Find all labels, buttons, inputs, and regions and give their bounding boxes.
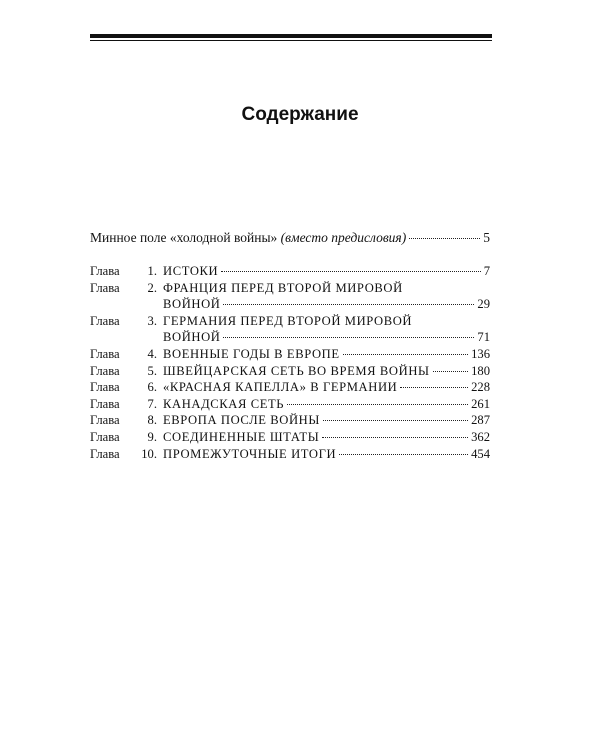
chapter-label: Глава (90, 313, 120, 328)
chapter-title-block (163, 346, 490, 363)
chapter-title-block (163, 313, 490, 346)
chapter-number: 9. (147, 429, 157, 444)
chapter-page-number: 180 (471, 363, 490, 378)
toc-chapter-entry (90, 346, 490, 363)
chapter-number: 4. (147, 346, 157, 361)
chapter-title-line (163, 412, 490, 429)
chapter-title-block (163, 429, 490, 446)
chapter-page-number: 287 (471, 413, 490, 428)
toc-chapter-entry (90, 280, 490, 313)
chapter-title-line (163, 363, 490, 380)
dot-leader (343, 354, 468, 355)
chapter-title-block (163, 263, 490, 280)
chapter-page-number: 29 (477, 297, 490, 312)
dot-leader (287, 404, 468, 405)
chapter-title-block (163, 379, 490, 396)
chapter-title: ШВЕЙЦАРСКАЯ СЕТЬ ВО ВРЕМЯ ВОЙНЫ (163, 363, 430, 378)
intro-italic: (вместо предисловия) (280, 230, 407, 245)
dot-leader (433, 371, 469, 372)
toc-chapter-entry (90, 363, 490, 380)
chapter-title: ИСТОКИ (163, 264, 219, 278)
chapter-page-number: 136 (471, 346, 490, 361)
chapter-number: 7. (147, 396, 157, 411)
chapter-title-line (163, 396, 490, 413)
chapter-page-number: 362 (471, 429, 490, 444)
chapter-title-line (163, 296, 490, 313)
dot-leader (223, 337, 474, 338)
chapter-title-block (163, 412, 490, 429)
toc-chapter-entry (90, 412, 490, 429)
chapter-number: 3. (147, 313, 157, 328)
toc-chapter-entry (90, 379, 490, 396)
chapter-title-line (163, 446, 490, 463)
chapter-title: ВОЕННЫЕ ГОДЫ В ЕВРОПЕ (163, 346, 340, 361)
chapter-page-number: 7 (483, 264, 490, 278)
chapter-title: ПРОМЕЖУТОЧНЫЕ ИТОГИ (163, 446, 337, 461)
dot-leader (323, 420, 468, 421)
chapter-number: 2. (147, 280, 157, 295)
chapter-label: Глава (90, 396, 120, 411)
chapter-page-number: 261 (471, 396, 490, 411)
chapter-number: 1. (147, 264, 157, 278)
header-rule-thin (90, 40, 492, 41)
chapter-title-block (163, 280, 490, 313)
chapter-title-line (163, 280, 490, 297)
dot-leader (223, 304, 474, 305)
chapter-title: ВОЙНОЙ (163, 330, 221, 345)
chapter-label: Глава (90, 346, 120, 361)
chapter-title-line (163, 429, 490, 446)
dot-leader (322, 437, 468, 438)
chapter-title: ВОЙНОЙ (163, 297, 221, 312)
chapter-title: СОЕДИНЕННЫЕ ШТАТЫ (163, 429, 320, 444)
chapter-label: Глава (90, 413, 120, 428)
chapter-number: 6. (147, 380, 157, 395)
chapter-page-number: 454 (471, 446, 490, 461)
page-title: Содержание (241, 104, 359, 125)
chapter-title-line (163, 263, 490, 280)
chapter-label: Глава (90, 363, 120, 378)
chapter-page-number: 228 (471, 380, 490, 395)
toc-chapter-entry (90, 396, 490, 413)
chapter-title-line (163, 329, 490, 346)
header-rule-thick (90, 34, 492, 38)
chapter-label: Глава (90, 446, 120, 461)
chapter-number: 8. (147, 413, 157, 428)
intro-text: Минное поле «холодной войны» (вместо предисловия) (90, 230, 407, 245)
toc-chapter-entry (90, 313, 490, 346)
chapter-title-block (163, 396, 490, 413)
chapter-title: ГЕРМАНИЯ ПЕРЕД ВТОРОЙ МИРОВОЙ (163, 313, 413, 328)
chapter-number: 5. (147, 363, 157, 378)
chapter-label: Глава (90, 280, 120, 295)
toc-chapter-list (90, 263, 490, 462)
chapter-title: «КРАСНАЯ КАПЕЛЛА» В ГЕРМАНИИ (163, 380, 398, 395)
dot-leader (221, 271, 480, 272)
chapter-title-line (163, 346, 490, 363)
chapter-label: Глава (90, 429, 120, 444)
chapter-title-block (163, 446, 490, 463)
dot-leader (339, 454, 468, 455)
chapter-title: ФРАНЦИЯ ПЕРЕД ВТОРОЙ МИРОВОЙ (163, 280, 403, 295)
chapter-label: Глава (90, 380, 120, 395)
toc-chapter-entry (90, 446, 490, 463)
chapter-page-number: 71 (477, 330, 490, 345)
chapter-title-line (163, 313, 490, 330)
chapter-title-block (163, 363, 490, 380)
chapter-label: Глава (90, 264, 120, 278)
toc-intro-entry (90, 230, 490, 246)
toc-chapter-entry (90, 429, 490, 446)
intro-page-number: 5 (483, 230, 490, 245)
toc-chapter-entry (90, 263, 490, 280)
dot-leader (400, 387, 468, 388)
chapter-number: 10. (141, 446, 157, 461)
chapter-title: КАНАДСКАЯ СЕТЬ (163, 396, 285, 411)
dot-leader (409, 238, 480, 239)
chapter-title-line (163, 379, 490, 396)
chapter-title: ЕВРОПА ПОСЛЕ ВОЙНЫ (163, 413, 320, 428)
